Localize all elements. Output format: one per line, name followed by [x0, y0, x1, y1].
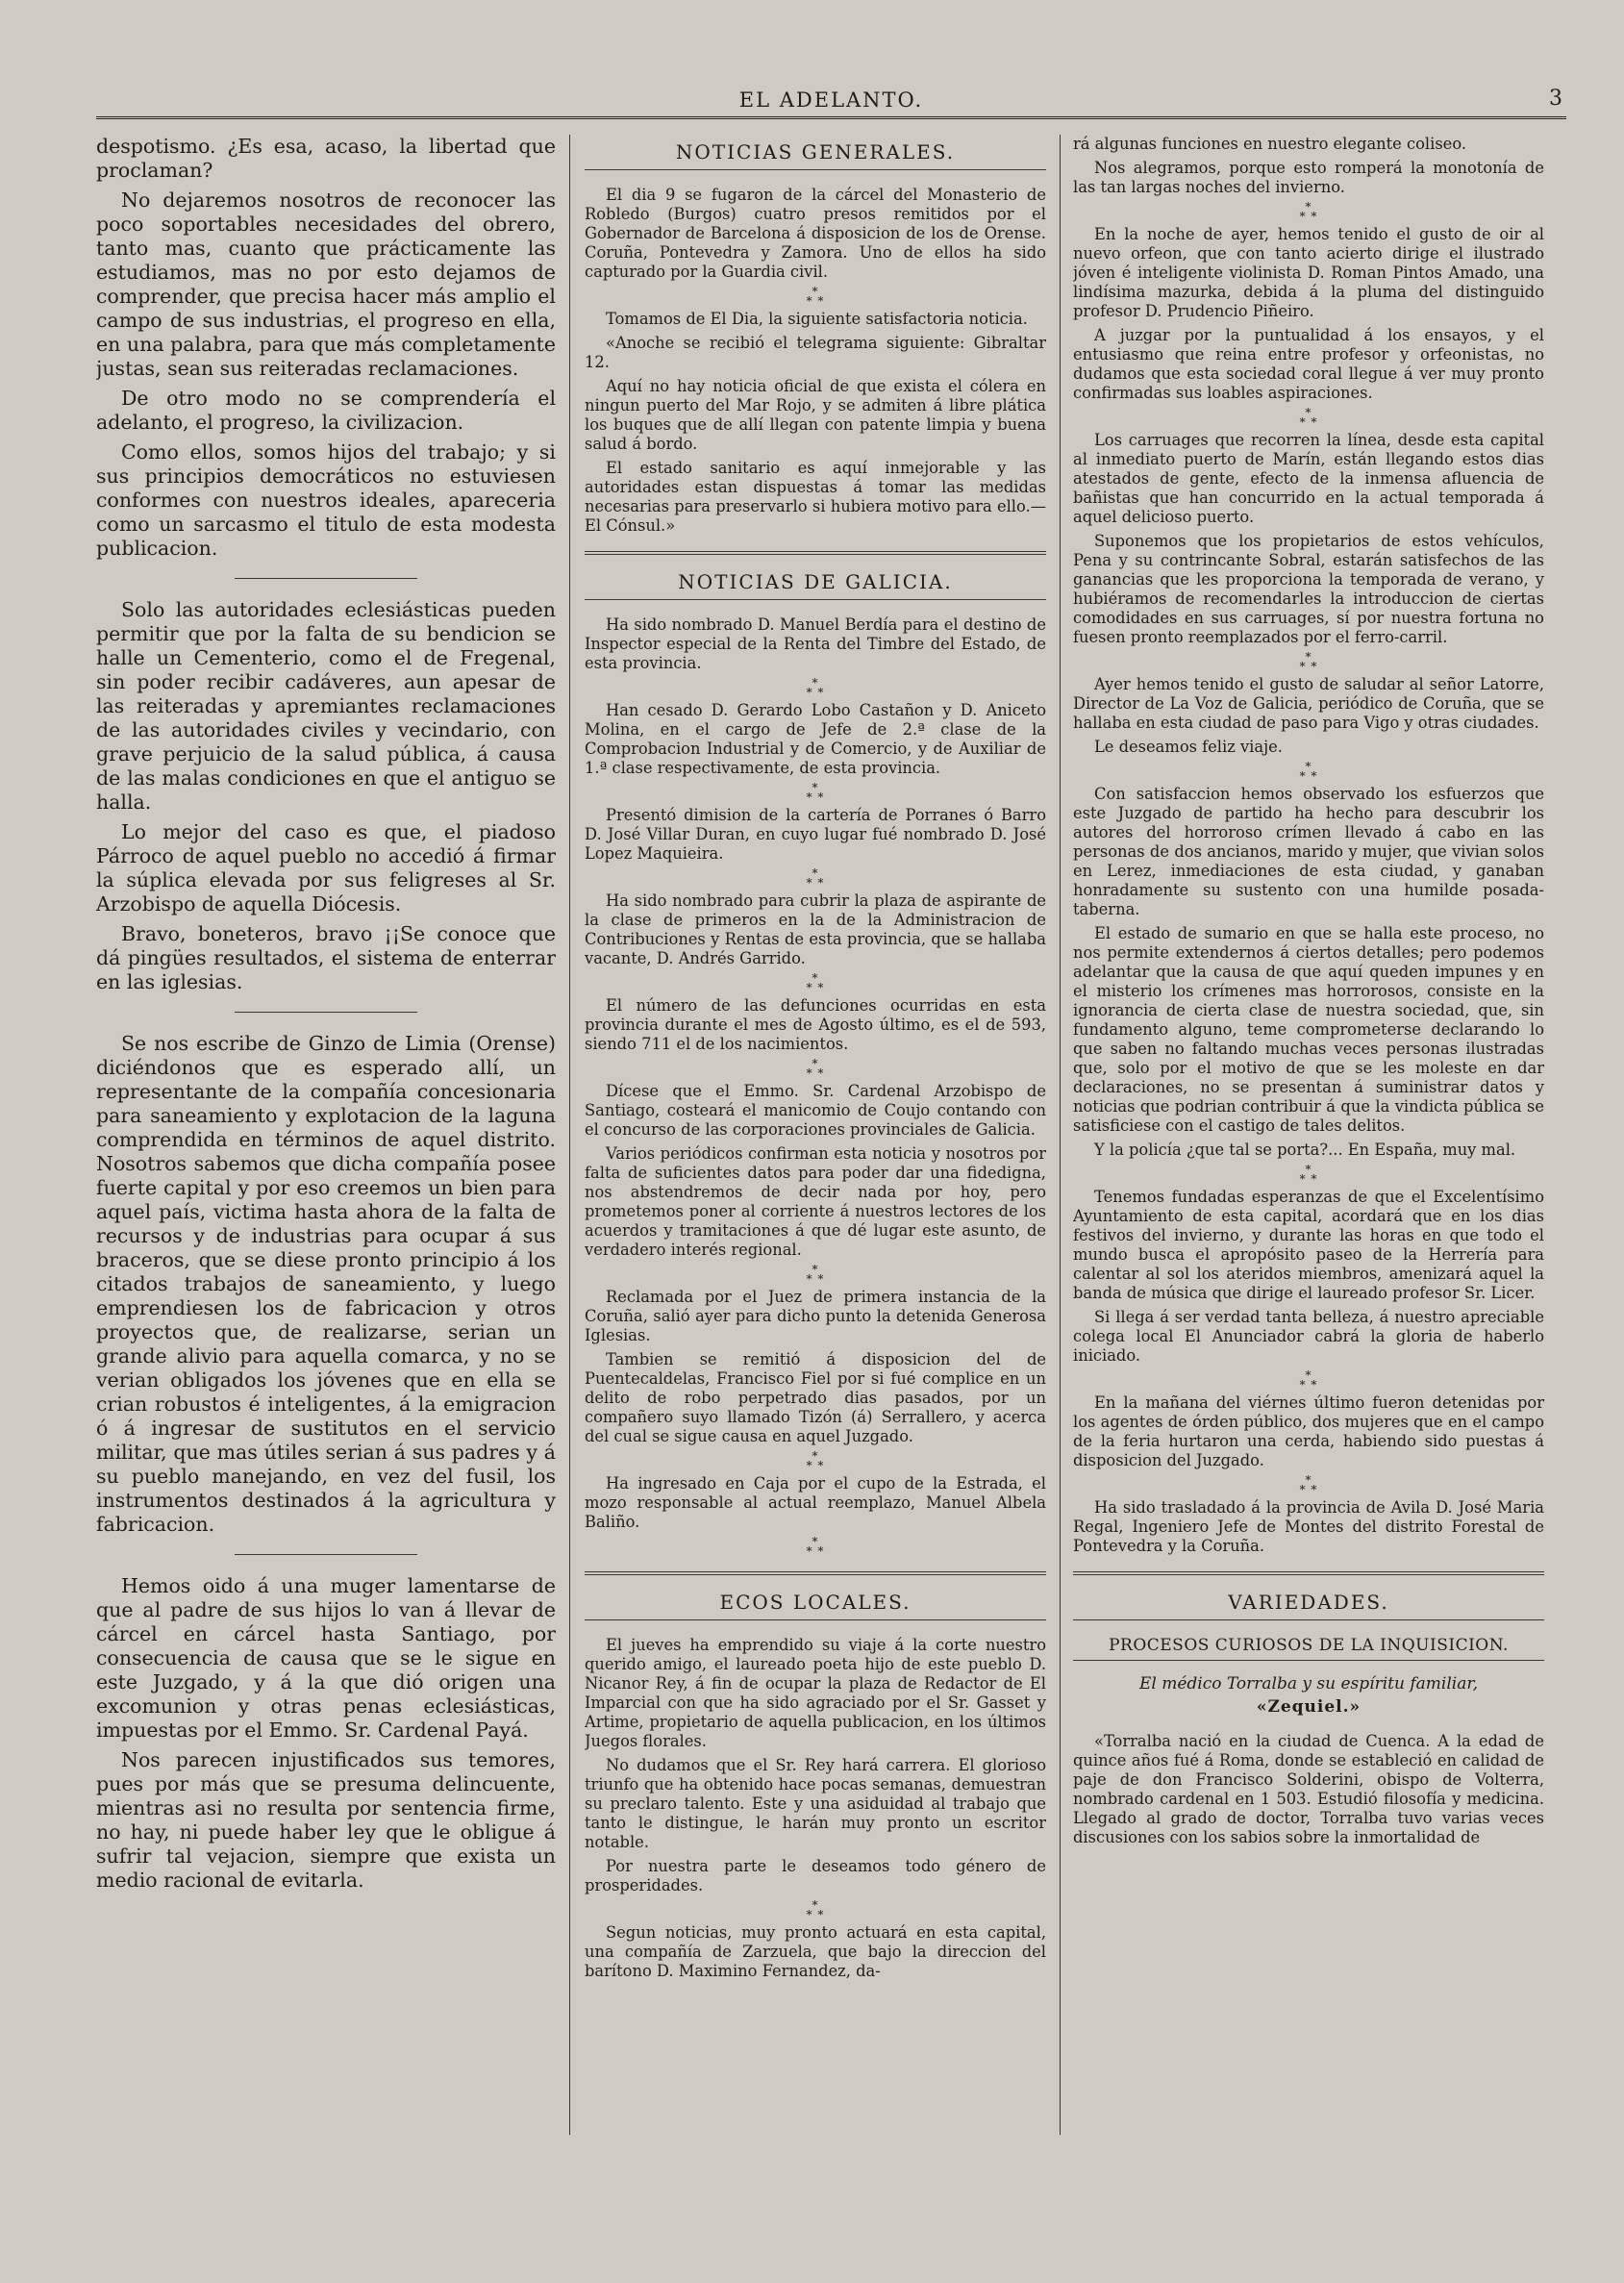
news-item: Tenemos fundadas esperanzas de que el Excelentísimo Ayuntamiento de esta capital, acordará que en los dias festivos del invierno, y durante las horas en que todo el mundo busca el apropósito paseo de la Herrería para calentar al sol los ateridos miembros, amenizará aquel la banda de música que dirige el laureado profesor Sr. Licer.	[1073, 1188, 1544, 1302]
asterism: * * *	[806, 1263, 825, 1286]
news-item: Varios periódicos confirman esta noticia y nosotros por falta de suficientes datos para poder dar una fidedigna, nos abstendremos de decir nada por hoy, pero prometemos poner al corriente á nuestros lectores de los acuerdos y tramitaciones á que dé lugar este asunto, de verdadero interés regional.	[585, 1144, 1046, 1259]
newspaper-title: EL ADELANTO.	[738, 88, 924, 112]
news-item: Aquí no hay noticia oficial de que exista el cólera en ningun puerto del Mar Rojo, y se admiten á libre plática los buques que de allí llegan con patente limpia y buena salud á bordo.	[585, 377, 1046, 453]
asterism: * * *	[1299, 650, 1318, 673]
asterism: * * *	[806, 1535, 825, 1558]
news-item: Con satisfaccion hemos observado los esfuerzos que este Juzgado de partido ha hecho para descubrir los autores del horroroso crímen llevado á cabo en las personas de dos ancianos, marido y mujer, que vivian solos en Lerez, inmediaciones de esta ciudad, y ganaban honradamente su sustento con una humilde posada-taberna.	[1073, 785, 1544, 918]
separator-rule	[235, 1554, 417, 1555]
news-item: Suponemos que los propietarios de estos vehículos, Pena y su contrincante Sobral, estarán satisfechos de las ganancias que les proporciona la temporada de verano, y hubiéramos de recomendarles la introduccion de ciertas comodidades en sus carruages, sí por nuestra fortuna no fuesen pronto reemplazados por el ferro-carril.	[1073, 532, 1544, 646]
news-item: Segun noticias, muy pronto actuará en esta capital, una compañía de Zarzuela, que bajo la direccion del barítono D. Maximino Fernandez, da-	[585, 1923, 1046, 1980]
columns	[96, 135, 1567, 2135]
asterism: * * *	[806, 1057, 825, 1080]
column-divider	[1060, 135, 1061, 2135]
news-item: Por nuestra parte le deseamos todo género de prosperidades.	[585, 1857, 1046, 1894]
section-heading: ECOS LOCALES.	[585, 1589, 1046, 1620]
article-text: «Torralba nació en la ciudad de Cuenca. A la edad de quince años fué á Roma, donde se estableció en calidad de paje de don Francisco Solderini, obispo de Volterra, nombrado cardenal en 1 503. Estudió filosofía y medicina. Llegado al grado de doctor, Torralba tuvo varias veces discusiones con los sabios sobre la inmortalidad de	[1073, 1732, 1544, 1846]
paragraph: Lo mejor del caso es que, el piadoso Párroco de aquel pueblo no accedió á firmar la súplica elevada por sus feligreses al Sr. Arzobispo de aquella Diócesis.	[96, 820, 556, 916]
page-number: 3	[1549, 87, 1562, 111]
asterism: * * *	[1299, 1163, 1318, 1186]
asterism: * * *	[1299, 760, 1318, 783]
asterism: * * *	[806, 1898, 825, 1921]
news-item: Los carruages que recorren la línea, desde esta capital al inmediato puerto de Marín, están llegando estos dias atestados de gente, efecto de la inmensa afluencia de bañistas que han concurrido en la actual temporada á aquel delicioso puerto.	[1073, 431, 1544, 526]
asterism: * * *	[806, 866, 825, 890]
news-item: Ha sido nombrado D. Manuel Berdía para el destino de Inspector especial de la Renta del Timbre del Estado, de esta provincia.	[585, 615, 1046, 672]
news-item: En la mañana del viérnes último fueron detenidas por los agentes de órden público, dos mujeres que en el campo de la feria hurtaron una cerda, habiendo sido puestas á disposicion del Juzgado.	[1073, 1393, 1544, 1469]
news-item: El jueves ha emprendido su viaje á la corte nuestro querido amigo, el laureado poeta hijo de este pueblo D. Nicanor Rey, á fin de ocupar la plaza de Redactor de El Imparcial con que ha sido agraciado por el Sr. Gasset y Artime, propietario de aquella publicacion, en los últimos Juegos florales.	[585, 1636, 1046, 1750]
section-noticias-generales	[585, 138, 1046, 536]
news-item: Si llega á ser verdad tanta belleza, á nuestro apreciable colega local El Anunciador cabrá la gloria de haberlo iniciado.	[1073, 1308, 1544, 1365]
section-subheading: PROCESOS CURIOSOS DE LA INQUISICION.	[1073, 1636, 1544, 1661]
column-right	[1073, 135, 1544, 2135]
news-item: Y la policía ¿que tal se porta?... En España, muy mal.	[1094, 1141, 1516, 1159]
news-item: Tomamos de El Dia, la siguiente satisfactoria noticia.	[606, 310, 1028, 328]
section-heading: NOTICIAS DE GALICIA.	[585, 568, 1046, 600]
asterism: * * *	[806, 676, 825, 699]
paragraph: Bravo, boneteros, bravo ¡¡Se conoce que dá pingües resultados, el sistema de enterrar en las iglesias.	[96, 922, 556, 993]
paragraph: Hemos oido á una muger lamentarse de que al padre de sus hijos lo van á llevar de cárcel en cárcel hasta Santiago, por consecuencia de causa que se le sigue en este Juzgado, y á la que dió origen una excomunion y otras penas eclesiásticas, impuestas por el Emmo. Sr. Cardenal Payá.	[96, 1574, 556, 1742]
news-item: En la noche de ayer, hemos tenido el gusto de oir al nuevo orfeon, que con tanto acierto dirige el ilustrado jóven é inteligente violinista D. Roman Pintos Amado, una lindísima mazurka, debida á la pluma del distinguido profesor D. Prudencio Piñeiro.	[1073, 225, 1544, 320]
news-item: El estado sanitario es aquí inmejorable y las autoridades estan dispuestas á tomar las medidas necesarias para preservarlo si hubiera motivo para ello.—El Cónsul.»	[585, 459, 1046, 535]
section-ecos-locales	[585, 1571, 1046, 1981]
asterism: * * *	[1299, 1368, 1318, 1392]
separator-rule	[235, 578, 417, 579]
masthead	[96, 88, 1566, 115]
paragraph: Se nos escribe de Ginzo de Limia (Orense) diciéndonos que es esperado allí, un representante de la compañía concesionaria para saneamiento y explotacion de la laguna comprendida en términos de aquel distrito. Nosotros sabemos que dicha compañía posee fuerte capital y por eso creemos un bien para aquel país, victima hasta ahora de la falta de recursos y de industrias para ocupar á sus braceros, que se diese pronto principio á los citados trabajos de saneamiento, y luego emprendiesen los de fabricacion y otros proyectos que, de realizarse, serian un grande alivio para aquella comarca, y no se verian obligados los jóvenes que en ella se crian robustos é inteligentes, á la emigracion ó á ingresar de sustitutos en el servicio militar, que mas útiles serian á sus padres y á su pueblo manejando, en vez del fusil, los instrumentos destinados á la agricultura y fabricacion.	[96, 1032, 556, 1536]
paragraph: Solo las autoridades eclesiásticas pueden permitir que por la falta de su bendicion se halle un Cementerio, como el de Fregenal, sin poder recibir cadáveres, aun apesar de las reiteradas y apremiantes reclamaciones de las autoridades civiles y vecindario, con grave perjuicio de la salud pública, á causa de las malas condiciones en que el antiguo se halla.	[96, 598, 556, 814]
news-item: rá algunas funciones en nuestro elegante coliseo.	[1073, 135, 1467, 153]
news-item: Le deseamos feliz viaje.	[1094, 738, 1283, 756]
paragraph: despotismo. ¿Es esa, acaso, la libertad que proclaman?	[96, 135, 556, 182]
section-heading: NOTICIAS GENERALES.	[585, 138, 1046, 170]
asterism: * * *	[806, 285, 825, 308]
news-item: Ayer hemos tenido el gusto de saludar al señor Latorre, Director de La Voz de Galicia, periódico de Coruña, que se hallaba en esta ciudad de paso para Vigo y otras ciudades.	[1073, 675, 1544, 732]
column-left	[96, 135, 556, 2135]
news-item: Ha sido nombrado para cubrir la plaza de aspirante de la clase de primeros en la de la Administracion de Contribuciones y Rentas de esta provincia, que se hallaba vacante, D. Andrés Garrido.	[585, 891, 1046, 967]
asterism: * * *	[1299, 1473, 1318, 1496]
section-noticias-galicia	[585, 551, 1046, 1556]
news-item: Ha sido trasladado á la provincia de Avila D. José Maria Regal, Ingeniero Jefe de Montes del distrito Forestal de Pontevedra y la Coruña.	[1073, 1498, 1544, 1555]
news-item: A juzgar por la puntualidad á los ensayos, y el entusiasmo que reina entre profesor y orfeonistas, no dudamos que esta sociedad coral llegue á ver muy pronto confirmadas sus loables aspiraciones.	[1073, 326, 1544, 402]
news-item: Nos alegramos, porque esto romperá la monotonía de las tan largas noches del invierno.	[1073, 159, 1544, 196]
separator-rule	[235, 1012, 417, 1013]
column-divider	[569, 135, 570, 2135]
news-item: Dícese que el Emmo. Sr. Cardenal Arzobispo de Santiago, costeará el manicomio de Coujo contando con el concurso de las corporaciones provinciales de Galicia.	[585, 1082, 1046, 1139]
section-variedades	[1073, 1571, 1544, 1847]
news-item: No dudamos que el Sr. Rey hará carrera. El glorioso triunfo que ha obtenido hace pocas semanas, demuestran su preclaro talento. Este y una asiduidad al trabajo que tanto le distingue, le harán muy pronto un escritor notable.	[585, 1756, 1046, 1851]
paragraph: Como ellos, somos hijos del trabajo; y si sus principios democráticos no estuviesen conformes con nuestros ideales, apareceria como un sarcasmo el titulo de esta modesta publicacion.	[96, 440, 556, 560]
section-heading: VARIEDADES.	[1073, 1589, 1544, 1620]
news-item: Ha ingresado en Caja por el cupo de la Estrada, el mozo responsable al actual reemplazo, Manuel Albela Baliño.	[585, 1474, 1046, 1531]
asterism: * * *	[1299, 406, 1318, 429]
asterism: * * *	[1299, 200, 1318, 223]
article-title-name: «Zequiel.»	[1256, 1697, 1362, 1717]
news-item: El número de las defunciones ocurridas en esta provincia durante el mes de Agosto último, es el de 593, siendo 711 el de los nacimientos.	[585, 996, 1046, 1053]
paragraph: De otro modo no se comprendería el adelanto, el progreso, la civilizacion.	[96, 387, 556, 434]
masthead-rule	[96, 116, 1566, 119]
news-item: «Anoche se recibió el telegrama siguiente: Gibraltar 12.	[585, 334, 1046, 371]
news-item: El estado de sumario en que se halla este proceso, no nos permite extendernos á ciertos detalles; pero podemos adelantar que la causa de que aquí queden impunes y en el misterio los crímenes mas horrorosos, consiste en la ignorancia de cierta clase de nuestra sociedad, que, sin fundamento alguno, teme comprometerse declarando lo que saben no faltando muchas veces personas ilustradas que, solo por el motivo de que se les moleste en dar declaraciones, no se presentan á suministrar datos y noticias que podrian contribuir á que la vindicta pública se satisficiese con el castigo de tales delitos.	[1073, 924, 1544, 1135]
news-item: Tambien se remitió á disposicion del de Puentecaldelas, Francisco Fiel por si fué complice en un delito de robo perpetrado dias pasados, por un compañero suyo llamado Tizón (á) Serrallero, y acerca del cual se sigue causa en aquel Juzgado.	[585, 1350, 1046, 1445]
paragraph: Nos parecen injustificados sus temores, pues por más que se presuma delincuente, mientras asi no resulta por sentencia firme, no hay, ni puede haber ley que le obligue á sufrir tal vejacion, siempre que exista un medio racional de evitarla.	[96, 1748, 556, 1892]
article-title	[1073, 1672, 1544, 1719]
article-title-line: El médico Torralba y su espíritu familiar,	[1138, 1674, 1478, 1693]
paragraph: No dejaremos nosotros de reconocer las poco soportables necesidades del obrero, tanto mas, cuanto que prácticamente las estudiamos, mas no por esto dejamos de comprender, que precisa hacer más amplio el campo de sus industrias, el progreso en ella, en una palabra, para que más completamente justas, sean sus reiteradas reclamaciones.	[96, 188, 556, 380]
asterism: * * *	[806, 971, 825, 994]
column-middle	[585, 135, 1046, 2135]
news-item: Han cesado D. Gerardo Lobo Castañon y D. Aniceto Molina, en el cargo de Jefe de 2.ª clase de la Comprobacion Industrial y de Comercio, y de Auxiliar de 1.ª clase respectivamente, de esta provincia.	[585, 701, 1046, 777]
news-item: El dia 9 se fugaron de la cárcel del Monasterio de Robledo (Burgos) cuatro presos remitidos por el Gobernador de Barcelona á disposicion de los de Orense. Coruña, Pontevedra y Zamora. Uno de ellos ha sido capturado por la Guardia civil.	[585, 186, 1046, 281]
news-item: Reclamada por el Juez de primera instancia de la Coruña, salió ayer para dicho punto la detenida Generosa Iglesias.	[585, 1288, 1046, 1344]
asterism: * * *	[806, 1449, 825, 1472]
news-item: Presentó dimision de la cartería de Porranes ó Barro D. José Villar Duran, en cuyo lugar fué nombrado D. José Lopez Maquieira.	[585, 806, 1046, 863]
asterism: * * *	[806, 781, 825, 804]
